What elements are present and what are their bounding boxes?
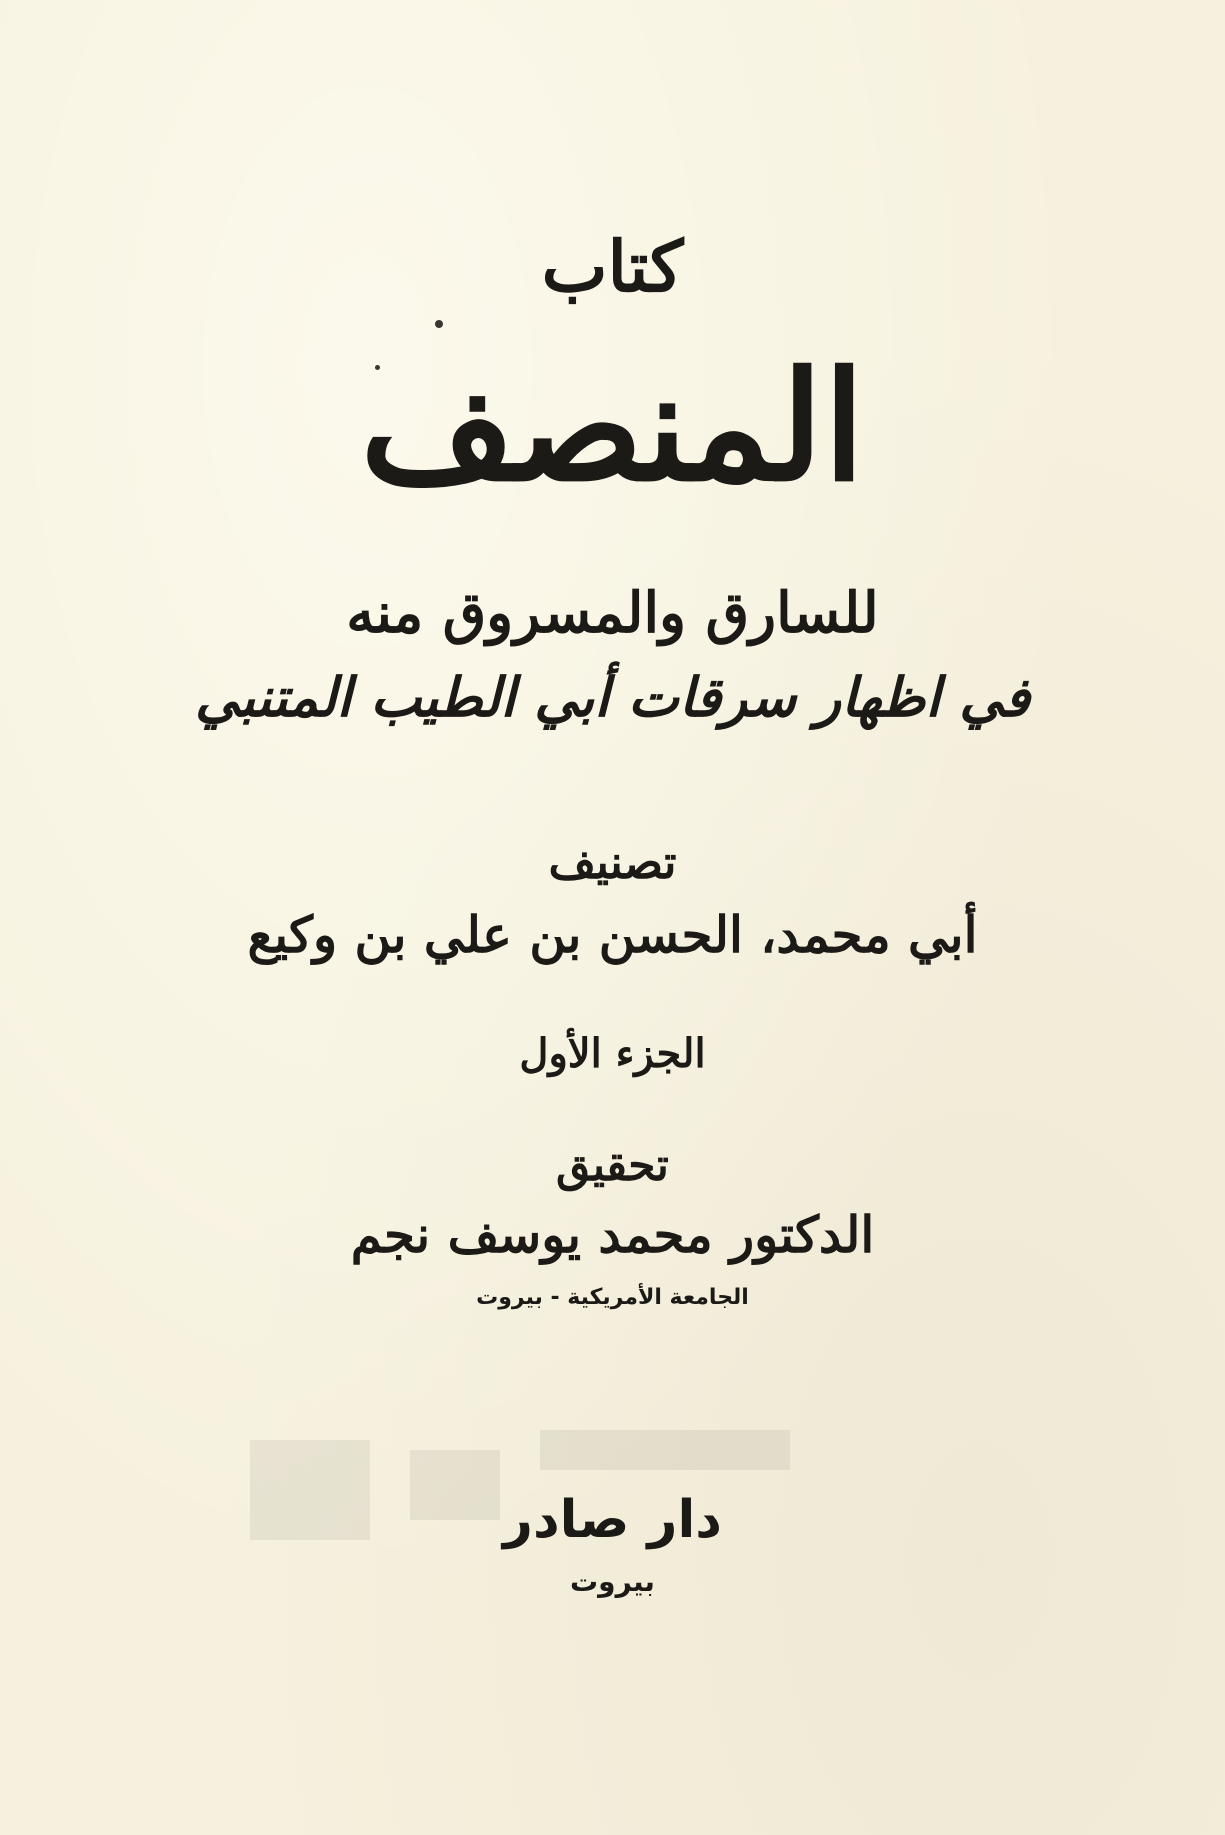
editor-name: الدكتور محمد يوسف نجم — [350, 1205, 875, 1264]
subtitle-line-1: للسارق والمسروق منه — [346, 580, 879, 646]
ink-speck — [435, 320, 443, 328]
volume-label: الجزء الأول — [519, 1030, 706, 1077]
author-label: تصنيف — [548, 835, 677, 889]
editor-affiliation: الجامعة الأمريكية - بيروت — [476, 1285, 749, 1310]
book-title: المنصف — [360, 339, 865, 515]
author-name: أبي محمد، الحسن بن علي بن وكيع — [247, 905, 978, 964]
book-word: كتاب — [541, 225, 684, 308]
editor-label: تحقيق — [556, 1140, 669, 1191]
subtitle-line-2: في اظهار سرقات أبي الطيب المتنبي — [194, 665, 1031, 729]
publisher-city: بيروت — [570, 1565, 655, 1598]
publisher-name: دار صادر — [503, 1490, 722, 1550]
